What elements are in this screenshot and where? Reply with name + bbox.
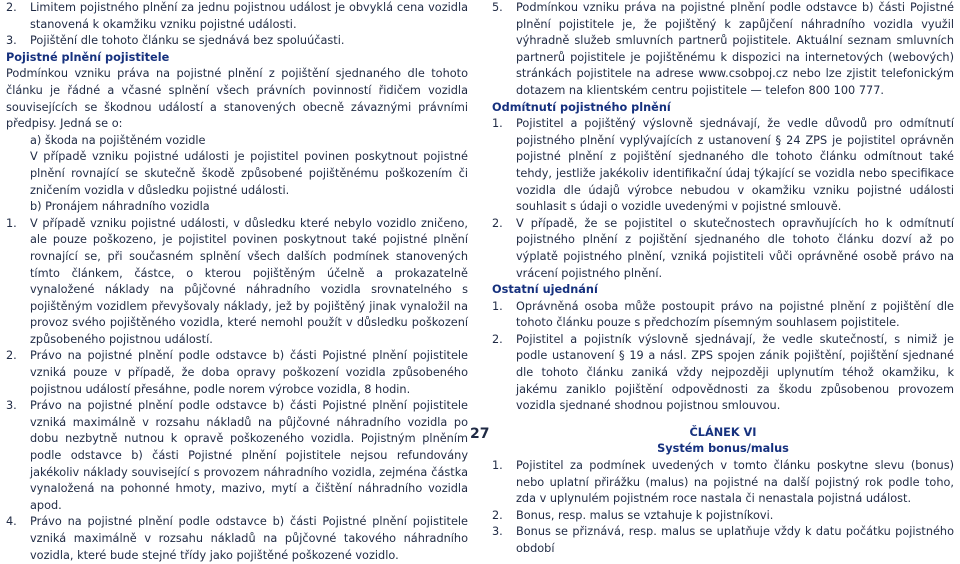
item-number: 2.	[492, 216, 503, 230]
list-item	[492, 116, 954, 216]
list-item	[6, 348, 468, 398]
item-text: Právo na pojistné plnění podle odstavce b) části Pojistné plnění pojistitele vzniká maximálně v rozsahu nákladů na půjčovné náhradního vozidla po dobu nezbytně nutnou k opravě poškozeného vozidla. Pojistným plněním podle odstavce b) části Pojistné plnění pojistitele nejsou refundovány jakékoliv náklady související s provozem náhradního vozidla, zejména částka vynaložená na pohonné hmoty, mazivo, mytí a čištění náhradního vozidla apod.	[30, 399, 468, 512]
item-text: Pojistitel a pojištěný výslovně sjednávají, že vedle důvodů pro odmítnutí pojistného plnění vyplývajících z ustanovení § 24 ZPS je pojistitel oprávněn pojistné plnění z pojištění sjednaného dle tohoto článku odmítnout také tehdy, jestliže jakékoliv identifikační údaj týkající se vozidla nebo specifikace vozidla dle údajů výrobce nebudou v okamžiku vzniku pojistné události souhlasit s údaji o vozidle uvedenými v pojistné smlouvě.	[516, 117, 954, 214]
item-text: Bonus se přiznává, resp. malus se uplatňuje vždy k datu počátku pojistného období	[516, 525, 954, 555]
item-text: Pojistitel za podmínek uvedených v tomto článku poskytne slevu (bonus) nebo uplatní přirážku (malus) na pojistné na další pojistný rok podle toho, zda v uplynulém pojistném roce nastala či nenastala pojistná událost.	[516, 459, 954, 506]
subsection-heading: b) Pronájem náhradního vozidla	[30, 200, 210, 214]
article-subtitle: Systém bonus/malus	[657, 442, 789, 456]
subsection-heading: a) škoda na pojištěném vozidle	[30, 133, 206, 147]
item-text: Pojištění dle tohoto článku se sjednává bez spoluúčasti.	[30, 34, 345, 48]
item-text: V případě, že se pojistitel o skutečnostech opravňujících ho k odmítnutí pojistného plnění z pojištění sjednaného dle tohoto článku dozví až po výplatě pojistného plnění, vzniká pojistiteli vůči oprávněné osobě právo na vrácení pojistného plnění.	[516, 216, 954, 280]
list-item	[492, 508, 954, 525]
right-column	[492, 0, 954, 558]
item-number: 1.	[6, 216, 17, 230]
item-number: 3.	[492, 525, 503, 539]
paragraph: Podmínkou vzniku práva na pojistné plnění z pojištění sjednaného dle tohoto článku je řádné a včasné splnění všech právních povinností řidičem vozidla souvisejících se škodnou událostí a stanovených obecně závaznými právními předpisy. Jedná se o:	[6, 67, 468, 131]
item-number: 5.	[492, 1, 503, 14]
item-number: 1.	[492, 459, 503, 473]
item-text: Právo na pojistné plnění podle odstavce b) části Pojistné plnění pojistitele vzniká maximálně v rozsahu nákladů na půjčovné takového náhradního vozidla, které bude stejné třídy jako pojištěné poškozené vozidlo.	[30, 515, 468, 562]
page-number: 27	[470, 426, 490, 442]
item-number: 2.	[492, 332, 503, 346]
list-item	[492, 0, 954, 100]
paragraph: V případě vzniku pojistné události je pojistitel povinen poskytnout pojistné plnění rovnající se skutečně škodě způsobené pojištěnému poškozením či zničením vozidla v důsledku pojistné události.	[30, 150, 468, 197]
item-number: 2.	[492, 508, 503, 522]
list-item	[6, 398, 468, 514]
section-heading: Pojistné plnění pojistitele	[6, 50, 170, 64]
list-item	[492, 216, 954, 282]
list-item	[492, 458, 954, 508]
item-number: 1.	[492, 117, 503, 131]
item-text: Pojistitel a pojistník výslovně sjednávají, že vedle skutečností, s nimiž je podle ustanovení § 19 a násl. ZPS spojen zánik pojištění, pojištění sjednané dle tohoto článku zaniká vždy nejpozději uplynutím téhož okamžiku, k jakému zaniklo pojištění odpovědnosti za škodu způsobenou provozem vozidla sjednané shodnou pojistnou smlouvou.	[516, 332, 954, 413]
item-number: 4.	[6, 515, 17, 529]
item-number: 2.	[6, 349, 17, 363]
item-number: 2.	[6, 1, 17, 14]
article-title: ČLÁNEK VI	[689, 425, 757, 439]
item-number: 3.	[6, 399, 17, 413]
list-item	[6, 514, 468, 564]
item-text: Právo na pojistné plnění podle odstavce b) části Pojistné plnění pojistitele vzniká pouze v případě, že doba opravy poškození vozidla způsobeného pojistnou událostí přesáhne, podle norem výrobce vozidla, 8 hodin.	[30, 349, 468, 396]
list-item	[492, 332, 954, 415]
section-heading: Ostatní ujednání	[492, 283, 598, 297]
item-text: Bonus, resp. malus se vztahuje k pojistníkovi.	[516, 508, 774, 522]
list-item	[6, 216, 468, 349]
list-item	[492, 299, 954, 332]
item-text: Limitem pojistného plnění za jednu pojistnou událost je obvyklá cena vozidla stanovená k okamžiku vzniku pojistné události.	[30, 1, 468, 31]
item-number: 1.	[492, 299, 503, 313]
item-text: Podmínkou vzniku práva na pojistné plnění podle odstavce b) části Pojistné plnění pojistitele je, že pojištěný k zapůjčení náhradního vozidla využil výhradně služeb smluvních partnerů pojistitele. Aktuální seznam smluvních partnerů pojistitele je pojištěnému k dispozici na internetových (webových) stránkách pojistitele na adrese www.csobpoj.cz nebo lze zjistit telefonickým dotazem na klientském centru pojistitele — telefon 800 100 777.	[516, 1, 954, 97]
list-item	[6, 0, 468, 33]
left-column	[6, 0, 468, 564]
list-item	[6, 33, 468, 50]
section-heading: Odmítnutí pojistného plnění	[492, 100, 671, 114]
item-text: V případě vzniku pojistné události, v důsledku které nebylo vozidlo zničeno, ale pouze poškozeno, je pojistitel povinen poskytnout také pojistné plnění rovnající se, při současném splnění všech dalších podmínek stanovených tímto článkem, částce, o kterou pojištěným účelně a prokazatelně vynaložené náklady na půjčovné náhradního vozidla srovnatelného s pojištěným vozidlem převyšovaly náklady, jež by pojištěný jinak vynaložil na provoz svého pojištěného vozidla, které nemohl použít v důsledku poškození způsobeného pojistnou událostí.	[30, 216, 468, 346]
list-item	[492, 524, 954, 557]
item-number: 3.	[6, 34, 17, 48]
item-text: Oprávněná osoba může postoupit právo na pojistné plnění z pojištění dle tohoto článku pouze s předchozím písemným souhlasem pojistitele.	[516, 299, 954, 330]
